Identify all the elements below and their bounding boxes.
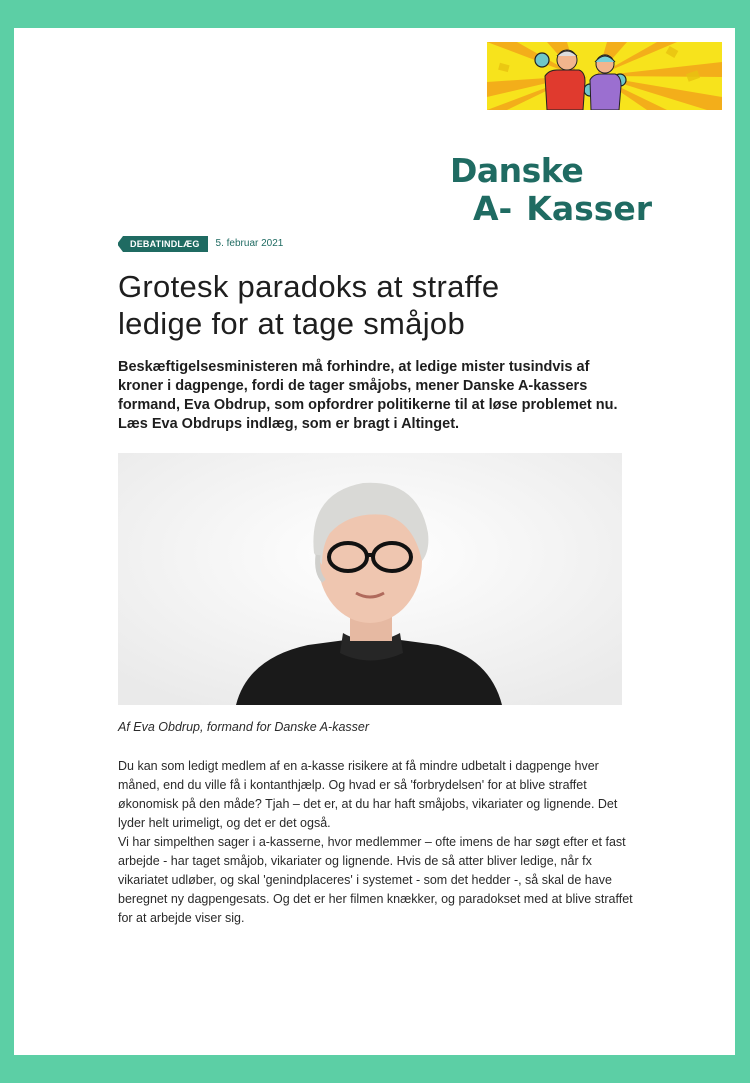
article-title xyxy=(118,268,618,342)
document-page xyxy=(14,28,735,1055)
banner-illustration xyxy=(487,42,722,110)
title-line-2: ledige for at tage småjob xyxy=(118,306,465,341)
logo-line-2: A- Kasser xyxy=(473,189,653,228)
danske-a-kasser-logo xyxy=(450,152,652,228)
logo-line-1: Danske xyxy=(450,151,584,190)
article-lead: Beskæftigelsesministeren må forhindre, at ledige mister tusindvis af kroner i dagpenge, fordi de tager småjobs, mener Danske A-kassers formand, Eva Obdrup, som opfordrer politikerne til at løse problemet nu. Læs Eva Obdrups indlæg, som er bragt i Altinget. xyxy=(118,359,618,432)
fitness-couple-illustration xyxy=(487,42,722,110)
category-tag: DEBATINDLÆG xyxy=(118,236,208,252)
publish-date: 5. februar 2021 xyxy=(215,238,284,249)
body-paragraph-2: Vi har simpelthen sager i a-kasserne, hvor medlemmer – ofte imens de har søgt efter et fast arbejde - har taget småjob, vikariater og lignende. Hvis de så atter bliver ledige, når fx vikariatet udløber, og skal 'genindplaceres' i systemet - som det hedder -, så skal de have beregnet ny dagpengesats. Og det er her filmen knækker, og paradokset med at blive straffet for at arbejde viser sig. xyxy=(118,835,633,925)
portrait-illustration xyxy=(118,453,622,705)
photo-caption: Af Eva Obdrup, formand for Danske A-kasser xyxy=(118,720,370,734)
portrait-photo xyxy=(118,453,622,705)
article-body xyxy=(118,757,638,928)
article-meta xyxy=(118,236,283,252)
title-line-1: Grotesk paradoks at straffe xyxy=(118,269,500,304)
body-paragraph-1: Du kan som ledigt medlem af en a-kasse risikere at få mindre udbetalt i dagpenge hver måned, end du ville få i kontanthjælp. Og hvad er så 'forbrydelsen' for at blive straffet økonomisk på den måde? Tjah – det er, at du har haft småjobs, vikariater og lignende. Det lyder helt urimeligt, og det er det også. xyxy=(118,759,618,830)
